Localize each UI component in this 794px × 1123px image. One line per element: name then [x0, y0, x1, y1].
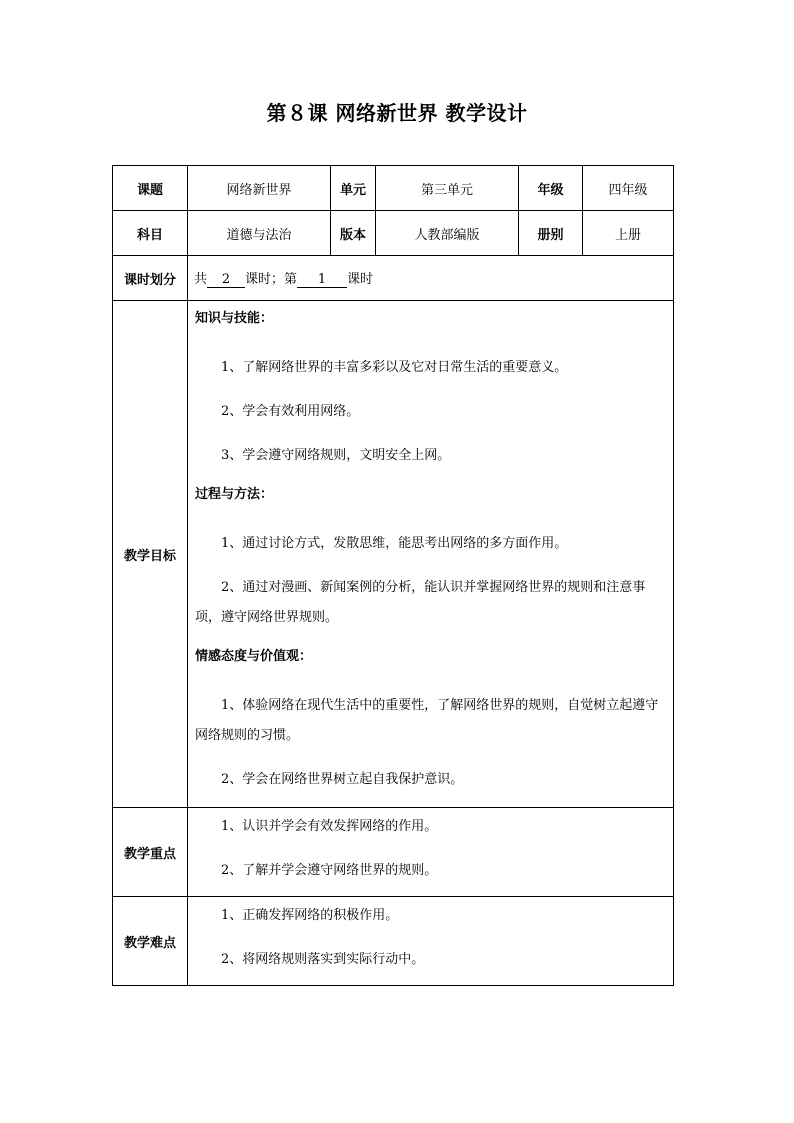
table-row [113, 897, 674, 986]
list-item: 1、正确发挥网络的积极作用。 [221, 908, 399, 923]
hours-total: 2 [207, 273, 245, 288]
objectives-label: 教学目标 [113, 301, 188, 808]
table-row [113, 808, 674, 897]
table-row [113, 301, 674, 808]
edition-label: 版本 [331, 211, 376, 256]
knowledge-heading: 知识与技能： [195, 311, 274, 326]
table-row [113, 211, 674, 256]
table-row [113, 166, 674, 211]
table-row [113, 256, 674, 301]
difficulties-content [188, 897, 674, 986]
hours-suffix: 课时 [347, 272, 374, 287]
list-item: 2、学会有效利用网络。 [221, 404, 360, 419]
unit-value: 第三单元 [376, 166, 519, 211]
edition-value: 人教部编版 [376, 211, 519, 256]
unit-label: 单元 [331, 166, 376, 211]
list-item: 2、将网络规则落实到实际行动中。 [221, 952, 425, 967]
hours-prefix: 共 [194, 272, 208, 287]
subject-value: 道德与法治 [188, 211, 331, 256]
topic-value: 网络新世界 [188, 166, 331, 211]
volume-value: 上册 [583, 211, 674, 256]
subject-label: 科目 [113, 211, 188, 256]
objectives-content [188, 301, 674, 808]
list-item: 2、学会在网络世界树立起自我保护意识。 [221, 772, 464, 787]
list-item: 1、了解网络世界的丰富多彩以及它对日常生活的重要意义。 [221, 360, 568, 375]
list-item: 2、了解并学会遵守网络世界的规则。 [221, 863, 438, 878]
volume-label: 册别 [519, 211, 583, 256]
hours-label: 课时划分 [113, 256, 188, 301]
hours-mid: 课时；第 [245, 272, 298, 287]
lesson-plan-table [112, 165, 674, 986]
list-item: 1、体验网络在现代生活中的重要性，了解网络世界的规则，自觉树立起遵守网络规则的习惯。 [195, 698, 659, 743]
key-points-content [188, 808, 674, 897]
grade-value: 四年级 [583, 166, 674, 211]
hours-value [188, 256, 674, 301]
page-title: 第８课 网络新世界 教学设计 [266, 101, 528, 125]
list-item: 2、通过对漫画、新闻案例的分析，能认识并掌握网络世界的规则和注意事项，遵守网络世界规则。 [195, 580, 646, 625]
list-item: 3、学会遵守网络规则，文明安全上网。 [221, 448, 451, 463]
process-heading: 过程与方法： [195, 487, 274, 502]
emotion-heading: 情感态度与价值观： [195, 649, 313, 664]
difficulties-label: 教学难点 [113, 897, 188, 986]
grade-label: 年级 [519, 166, 583, 211]
key-points-label: 教学重点 [113, 808, 188, 897]
topic-label: 课题 [113, 166, 188, 211]
list-item: 1、认识并学会有效发挥网络的作用。 [221, 819, 438, 834]
list-item: 1、通过讨论方式，发散思维，能思考出网络的多方面作用。 [221, 536, 568, 551]
hours-current: 1 [297, 273, 347, 288]
